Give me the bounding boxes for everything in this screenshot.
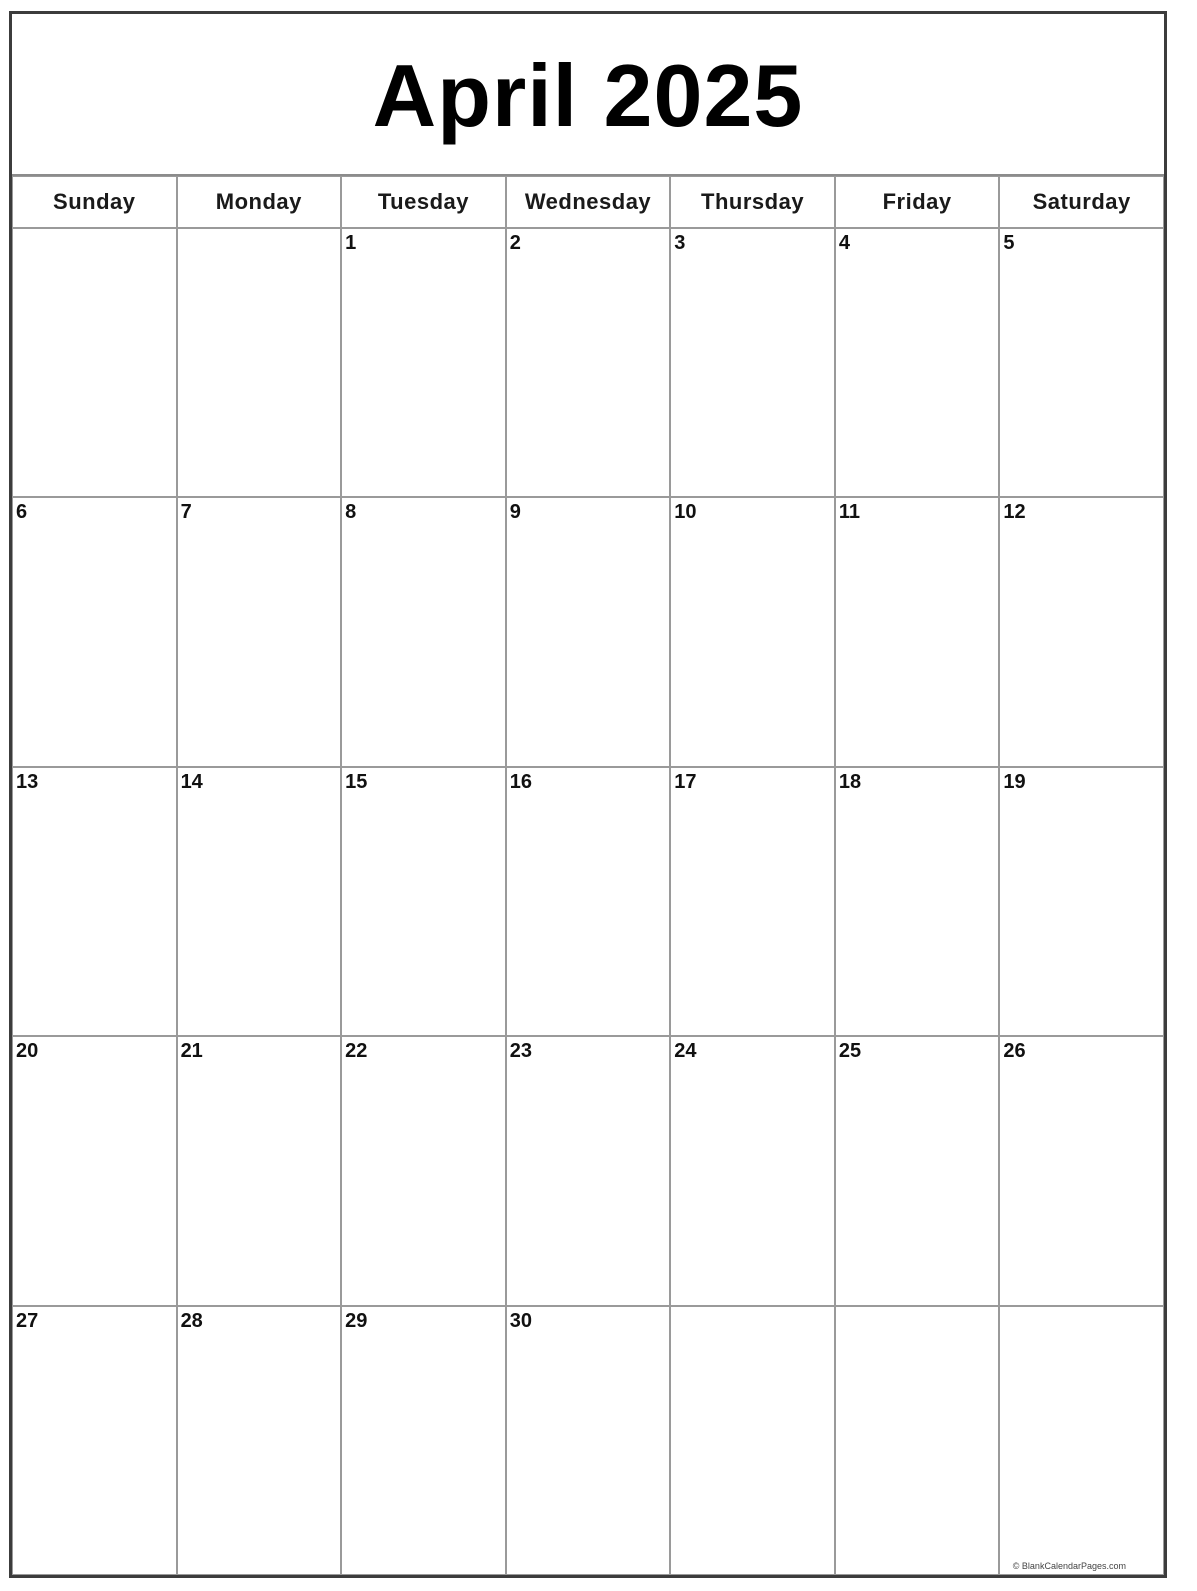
title-box — [12, 14, 1164, 176]
day-cell — [670, 228, 835, 497]
day-number: 27 — [16, 1309, 39, 1332]
day-cell — [341, 1306, 506, 1575]
day-number: 10 — [674, 501, 697, 524]
day-number: 23 — [509, 1040, 532, 1063]
day-cell — [835, 1306, 1000, 1575]
month-title: April 2025 — [372, 46, 804, 145]
day-cell — [177, 767, 342, 1036]
weekday-header-friday: Friday — [835, 176, 1000, 228]
day-number: 12 — [1003, 501, 1026, 524]
calendar-page — [9, 11, 1167, 1578]
day-cell — [835, 767, 1000, 1036]
day-number: 9 — [509, 501, 521, 524]
day-number: 20 — [16, 1040, 39, 1063]
day-number: 14 — [180, 770, 203, 793]
day-number: 30 — [509, 1309, 532, 1332]
calendar-grid — [12, 176, 1164, 1575]
day-cell-last — [999, 1306, 1164, 1575]
day-cell — [835, 228, 1000, 497]
day-number: 29 — [345, 1309, 368, 1332]
day-number: 25 — [838, 1040, 862, 1063]
day-cell — [835, 497, 1000, 766]
day-cell — [177, 1036, 342, 1305]
day-number: 8 — [345, 501, 357, 524]
day-cell — [12, 1306, 177, 1575]
day-cell — [12, 497, 177, 766]
day-number: 4 — [838, 232, 850, 254]
day-cell — [999, 228, 1164, 497]
day-number: 5 — [1003, 232, 1015, 254]
weekday-header-thursday: Thursday — [670, 176, 835, 228]
weekday-header-wednesday: Wednesday — [506, 176, 671, 228]
day-cell — [12, 1036, 177, 1305]
day-number: 6 — [16, 501, 28, 524]
day-number: 22 — [345, 1040, 368, 1063]
day-cell — [12, 228, 177, 497]
day-number: 21 — [180, 1040, 203, 1063]
day-number: 19 — [1003, 770, 1026, 793]
day-cell — [177, 1306, 342, 1575]
day-cell — [506, 1306, 671, 1575]
day-cell — [670, 1306, 835, 1575]
day-cell — [177, 497, 342, 766]
day-cell — [506, 228, 671, 497]
copyright-footer: © BlankCalendarPages.com — [1012, 1561, 1126, 1571]
day-number: 11 — [838, 501, 860, 524]
day-cell — [341, 767, 506, 1036]
weekday-header-tuesday: Tuesday — [341, 176, 506, 228]
day-number: 1 — [345, 232, 357, 254]
day-number: 26 — [1003, 1040, 1026, 1063]
day-cell — [506, 497, 671, 766]
day-cell — [835, 1036, 1000, 1305]
day-cell — [999, 497, 1164, 766]
day-number: 28 — [180, 1309, 203, 1332]
day-cell — [341, 1036, 506, 1305]
day-cell — [999, 767, 1164, 1036]
day-cell — [670, 1036, 835, 1305]
weekday-header-saturday: Saturday — [999, 176, 1164, 228]
day-cell — [341, 228, 506, 497]
day-cell — [670, 767, 835, 1036]
weekday-header-sunday: Sunday — [12, 176, 177, 228]
day-cell — [177, 228, 342, 497]
day-cell — [506, 1036, 671, 1305]
day-number: 3 — [674, 232, 686, 254]
day-number: 7 — [180, 501, 192, 524]
day-cell — [506, 767, 671, 1036]
day-number: 2 — [509, 232, 521, 254]
day-cell — [999, 1036, 1164, 1305]
day-number: 24 — [674, 1040, 697, 1063]
day-number: 16 — [509, 770, 532, 793]
day-number: 13 — [16, 770, 39, 793]
day-cell — [341, 497, 506, 766]
day-number: 18 — [838, 770, 862, 793]
day-cell — [670, 497, 835, 766]
weekday-header-monday: Monday — [177, 176, 342, 228]
day-number: 17 — [674, 770, 697, 793]
day-cell — [12, 767, 177, 1036]
day-number: 15 — [345, 770, 368, 793]
